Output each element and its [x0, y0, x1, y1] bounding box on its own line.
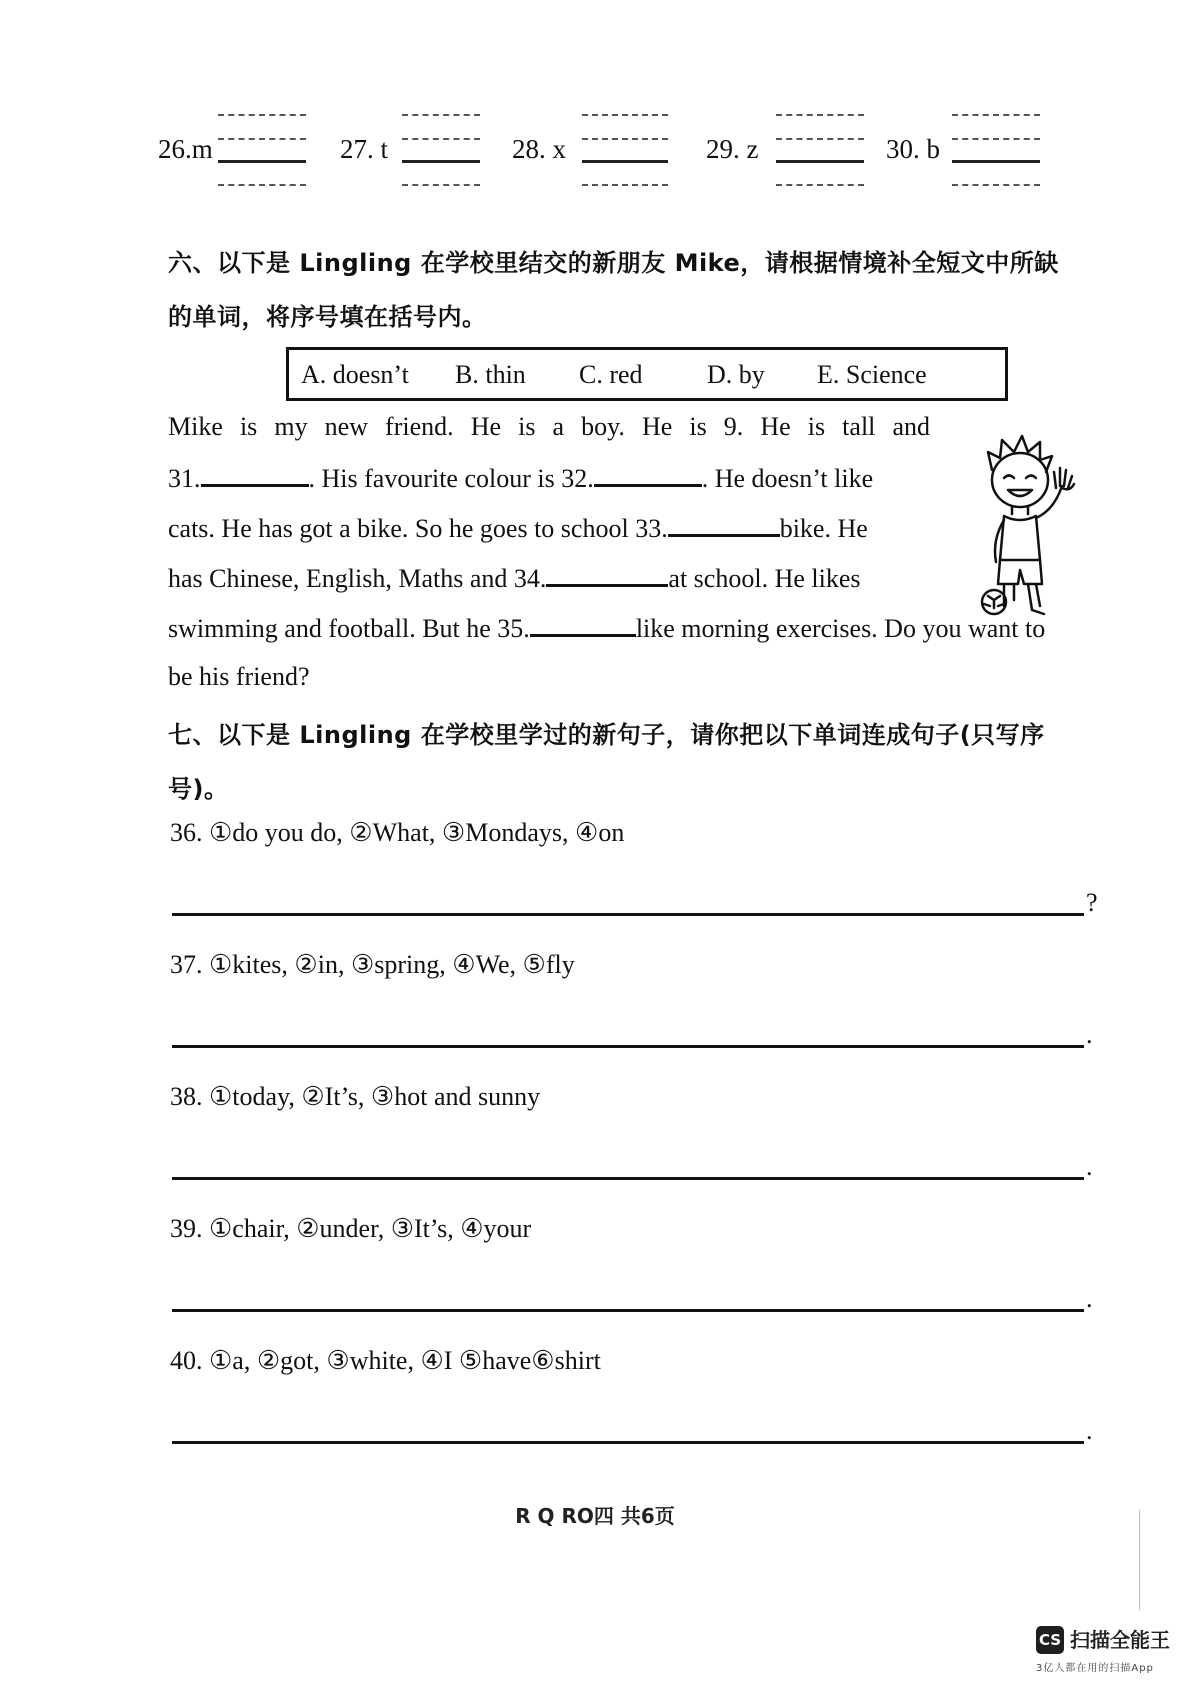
word-bank	[286, 347, 1008, 401]
section7-heading-line2: 号)。	[168, 775, 229, 803]
scanner-tagline: 3亿人都在用的扫描App	[1036, 1663, 1154, 1674]
passage-line-2	[168, 462, 873, 494]
passage-text: bike. He	[779, 514, 868, 543]
passage-text: cats. He has got a bike. So he goes to school 33.	[168, 514, 668, 543]
writing-item-29	[706, 100, 866, 200]
passage-text: swimming and football. But he 35.	[168, 614, 530, 643]
writing-item-27	[340, 100, 480, 200]
writing-label: 30. b	[886, 134, 940, 164]
answer-line-37[interactable]	[172, 1045, 1084, 1048]
question-36: 36. ①do you do, ②What, ③Mondays, ④on	[170, 818, 625, 847]
divider	[1139, 1510, 1140, 1610]
passage-text: like morning exercises. Do you want to	[635, 614, 1046, 643]
blank-35[interactable]	[530, 612, 636, 637]
writing-item-26	[158, 100, 308, 200]
passage-text: has Chinese, English, Maths and 34.	[168, 564, 547, 593]
answer-line-39[interactable]	[172, 1309, 1084, 1312]
option-b: B. thin	[455, 360, 526, 389]
answer-line-40[interactable]	[172, 1441, 1084, 1444]
writing-label: 29. z	[706, 134, 759, 164]
passage-line-3	[168, 512, 868, 544]
option-a: A. doesn’t	[301, 360, 409, 389]
scanner-app-name: 扫描全能王	[1070, 1628, 1170, 1652]
writing-grid[interactable]	[582, 100, 668, 200]
writing-label: 28. x	[512, 134, 566, 164]
option-c: C. red	[579, 360, 643, 389]
passage-text: . He doesn’t like	[701, 464, 874, 493]
writing-grid[interactable]	[402, 100, 480, 200]
passage-line-5	[168, 612, 1045, 644]
passage-line-6: be his friend?	[168, 662, 310, 691]
option-e: E. Science	[817, 360, 927, 389]
blank-32[interactable]	[594, 462, 702, 487]
blank-34[interactable]	[546, 562, 668, 587]
page-number: R Q RO四 共6页	[515, 1504, 675, 1528]
writing-item-28	[512, 100, 672, 200]
end-mark-36: ?	[1086, 888, 1098, 917]
passage-line-1: Mike is my new friend. He is a boy. He is 9. He is tall and	[168, 412, 930, 441]
end-mark-38: .	[1086, 1152, 1093, 1181]
question-37: 37. ①kites, ②in, ③spring, ④We, ⑤fly	[170, 950, 575, 979]
blank-33[interactable]	[668, 512, 780, 537]
option-d: D. by	[707, 360, 765, 389]
section6-heading-line1: 六、以下是 Lingling 在学校里结交的新朋友 Mike，请根据情境补全短文中所缺	[168, 249, 1059, 277]
passage-text: 31.	[168, 464, 201, 493]
section7-heading-line1: 七、以下是 Lingling 在学校里学过的新句子，请你把以下单词连成句子(只写序	[168, 721, 1045, 749]
passage-line-4	[168, 562, 861, 594]
writing-label: 27. t	[340, 134, 389, 164]
question-38: 38. ①today, ②It’s, ③hot and sunny	[170, 1082, 541, 1111]
boy-illustration	[970, 430, 1090, 620]
writing-grid[interactable]	[776, 100, 864, 200]
blank-31[interactable]	[201, 462, 309, 487]
section6-heading	[168, 236, 1118, 344]
passage-text: at school. He likes	[668, 564, 861, 593]
question-39: 39. ①chair, ②under, ③It’s, ④your	[170, 1214, 532, 1243]
end-mark-39: .	[1086, 1284, 1093, 1313]
writing-grid[interactable]	[218, 100, 306, 200]
writing-label: 26.m	[158, 134, 213, 164]
end-mark-37: .	[1086, 1020, 1093, 1049]
section7-heading	[168, 708, 1118, 816]
end-mark-40: .	[1086, 1416, 1093, 1445]
question-40: 40. ①a, ②got, ③white, ④I ⑤have⑥shirt	[170, 1346, 601, 1375]
section6-heading-line2: 的单词，将序号填在括号内。	[168, 303, 487, 331]
answer-line-36[interactable]	[172, 913, 1084, 916]
camscanner-logo-icon: CS	[1036, 1626, 1064, 1654]
answer-line-38[interactable]	[172, 1177, 1084, 1180]
passage-text: . His favourite colour is 32.	[308, 464, 594, 493]
writing-item-30	[886, 100, 1046, 200]
writing-grid[interactable]	[952, 100, 1040, 200]
